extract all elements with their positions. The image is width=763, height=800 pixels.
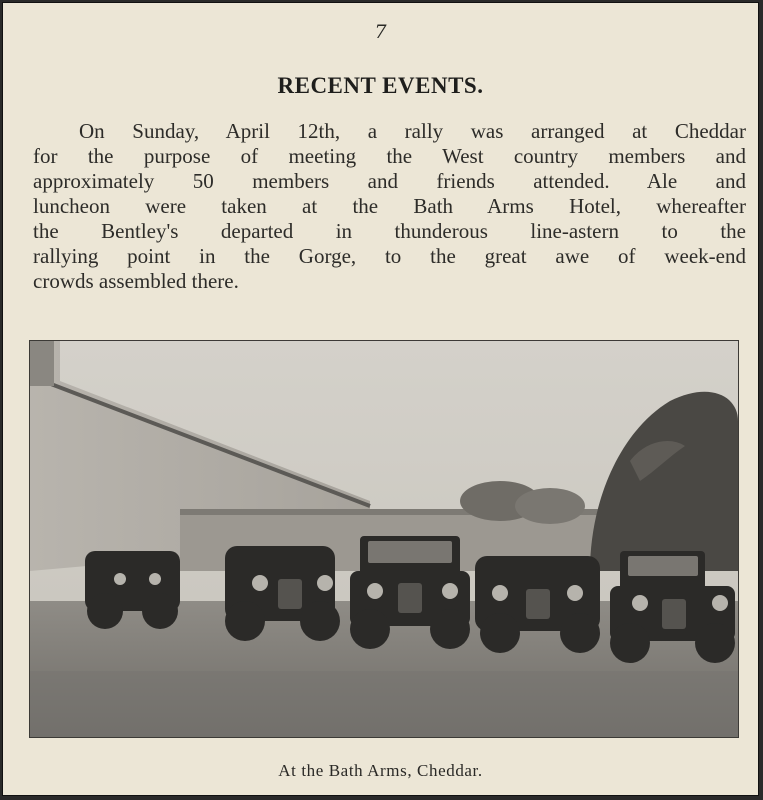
- page-number: 7: [374, 21, 387, 43]
- paragraph-line: the Bentley's departed in thunderous line-astern to the: [33, 219, 746, 243]
- paragraph-line: for the purpose of meeting the West country members and: [33, 144, 746, 168]
- paragraph-line: crowds assembled there.: [33, 269, 239, 293]
- article-title: RECENT EVENTS.: [277, 73, 484, 98]
- paragraph-line: On Sunday, April 12th, a rally was arranged at Cheddar: [79, 119, 746, 143]
- paragraph-line: rallying point in the Gorge, to the great awe of week-end: [33, 244, 746, 268]
- magazine-page: [2, 2, 759, 796]
- photo-caption: At the Bath Arms, Cheddar.: [278, 761, 483, 780]
- photograph-bentleys-at-bath-arms: [29, 340, 739, 738]
- article-paragraph: [33, 119, 746, 294]
- paragraph-line: approximately 50 members and friends attended. Ale and: [33, 169, 746, 193]
- paragraph-line: luncheon were taken at the Bath Arms Hotel, whereafter: [33, 194, 746, 218]
